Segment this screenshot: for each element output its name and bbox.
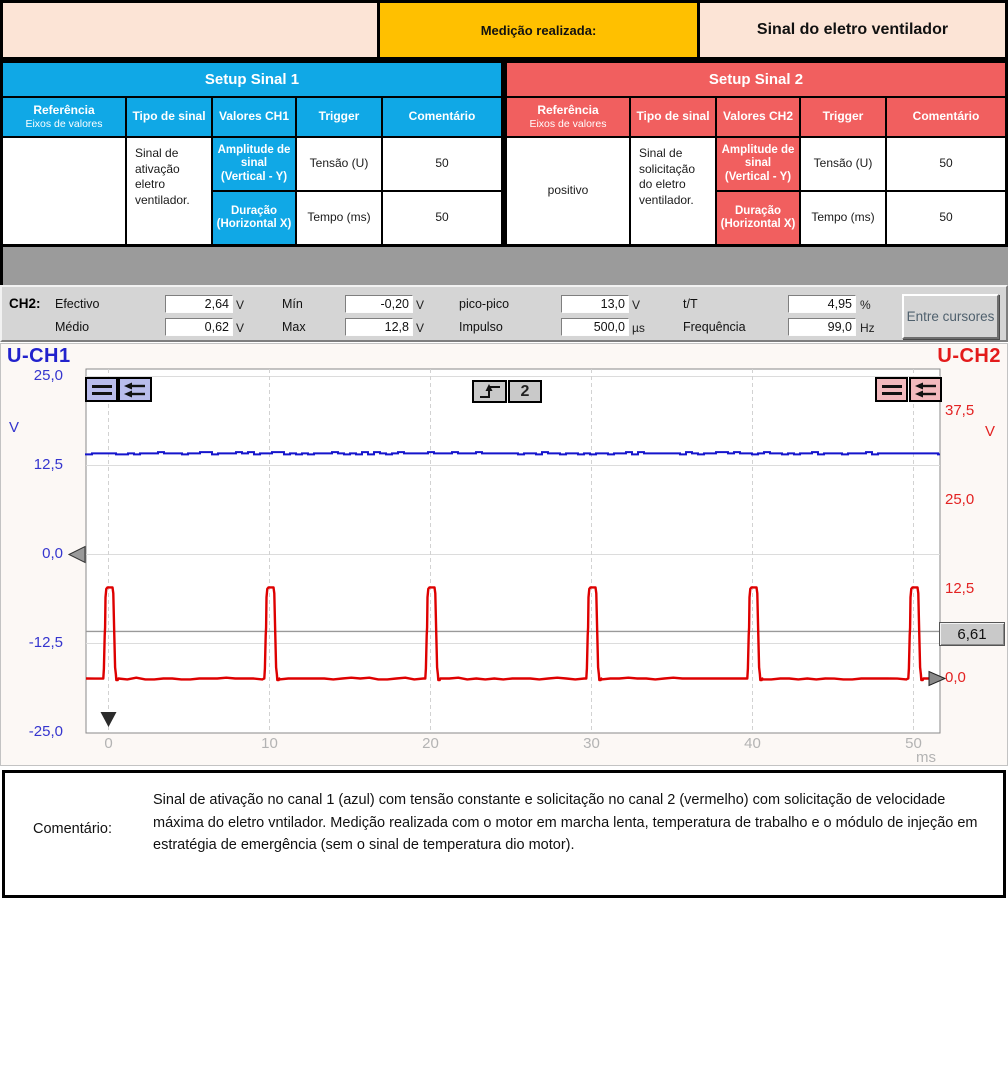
ch2-tick-label: 12,5 xyxy=(945,579,975,597)
col-referencia-main: Referência xyxy=(537,103,599,118)
col-referencia-main: Referência xyxy=(33,103,95,118)
col-valores-ch2: Valores CH2 xyxy=(717,98,799,136)
ch1-tick-label: -25,0 xyxy=(28,722,63,740)
ch1-tick-label: 25,0 xyxy=(33,366,63,384)
row-amplitude xyxy=(717,138,799,190)
tipo-tensao: Tensão (U) xyxy=(297,138,381,190)
separator-band xyxy=(0,247,1008,285)
tipo-tempo: Tempo (ms) xyxy=(297,192,381,244)
measure-value-field[interactable]: 13,0 xyxy=(561,295,629,313)
ch1-axis-unit: V xyxy=(9,419,20,436)
comment-ch2: Sinal de solicitação do eletro ventilador. xyxy=(631,138,715,244)
trigger-channel-button[interactable] xyxy=(508,380,542,403)
row-duracao-sub: (Horizontal X) xyxy=(216,218,292,230)
measure-value-field[interactable]: 2,64 xyxy=(165,295,233,313)
comment-box xyxy=(2,770,1006,898)
lines-icon xyxy=(91,383,113,397)
col-tipo-sinal: Tipo de sinal xyxy=(631,98,715,136)
row-amplitude-sub: (Vertical - Y) xyxy=(724,170,792,183)
measure-unit: V xyxy=(416,321,425,335)
setup2-title: Setup Sinal 2 xyxy=(507,63,1005,96)
col-comentario: Comentário xyxy=(383,98,501,136)
row-duracao-main: Duração xyxy=(734,204,782,217)
measure-value-field[interactable]: 500,0 xyxy=(561,318,629,336)
measurement-title-cell: Sinal do eletro ventilador xyxy=(700,3,1005,57)
ch1-tick-label: 12,5 xyxy=(33,455,63,473)
lines-icon xyxy=(881,383,903,397)
row-amplitude-main: Amplitude de sinal xyxy=(217,144,291,170)
x-tick-label: 50 xyxy=(905,735,922,752)
row-amplitude-sub: (Vertical - Y) xyxy=(220,170,288,183)
ch2-offset-button[interactable] xyxy=(875,377,908,402)
col-referencia xyxy=(3,98,125,136)
col-referencia-sub: Eixos de valores xyxy=(25,117,103,130)
measure-label: Efectivo xyxy=(55,297,100,311)
measure-value-field[interactable]: 12,8 xyxy=(345,318,413,336)
col-trigger: Trigger xyxy=(801,98,885,136)
col-referencia-sub: Eixos de valores xyxy=(529,117,607,130)
report-header xyxy=(0,0,1008,60)
measure-unit: V xyxy=(236,321,245,335)
setup-table-ch1 xyxy=(0,60,504,247)
scope-plot xyxy=(1,344,1008,767)
oscilloscope-panel xyxy=(0,343,1008,766)
header-empty-cell xyxy=(3,3,377,57)
left-arrows-icon xyxy=(914,382,938,398)
comment-text: Sinal de ativação no canal 1 (azul) com tensão constante e solicitação no canal 2 (vermelho) com solicitação de velocidade máxima do eletro vntilador. Medição realizada com o motor em marcha lenta, temperatura de trabalho e o módulo de injeção em estratégia de emergência (sem o sinal de temperatura dio motor). xyxy=(153,792,978,853)
valor-tensao: 50 xyxy=(383,138,501,190)
row-duracao xyxy=(213,192,295,244)
tipo-tensao: Tensão (U) xyxy=(801,138,885,190)
rising-edge-icon xyxy=(478,383,502,400)
ch1-tick-label: 0,0 xyxy=(42,544,63,562)
trigger-channel-number: 2 xyxy=(520,382,530,400)
trigger-edge-button[interactable] xyxy=(472,380,507,403)
measure-unit: % xyxy=(860,298,871,312)
comment-label: Comentário: xyxy=(33,821,112,837)
x-tick-label: 0 xyxy=(104,735,113,752)
measure-unit: V xyxy=(632,298,641,312)
valor-tempo: 50 xyxy=(887,192,1005,244)
x-axis-unit: ms xyxy=(916,749,936,766)
row-duracao-sub: (Horizontal X) xyxy=(720,218,796,230)
entre-cursores-button[interactable]: Entre cursores xyxy=(902,294,999,339)
x-tick-label: 40 xyxy=(744,735,761,752)
trigger-value-ch2: positivo xyxy=(507,138,629,244)
ch2-scroll-button[interactable] xyxy=(909,377,942,402)
measure-label: Mín xyxy=(282,297,303,311)
setup1-title: Setup Sinal 1 xyxy=(3,63,501,96)
measure-unit: V xyxy=(416,298,425,312)
measure-unit: Hz xyxy=(860,321,875,335)
left-arrows-icon xyxy=(123,382,147,398)
measure-label: Impulso xyxy=(459,320,503,334)
x-tick-label: 10 xyxy=(261,735,278,752)
row-amplitude-main: Amplitude de sinal xyxy=(721,144,795,170)
valor-tensao: 50 xyxy=(887,138,1005,190)
ch1-ground-marker[interactable] xyxy=(69,547,85,563)
col-referencia xyxy=(507,98,629,136)
ch2-axis-unit: V xyxy=(985,423,996,440)
row-amplitude xyxy=(213,138,295,190)
measure-label: pico-pico xyxy=(459,297,510,311)
col-trigger: Trigger xyxy=(297,98,381,136)
row-duracao xyxy=(717,192,799,244)
measure-label: Max xyxy=(282,320,306,334)
row-duracao-main: Duração xyxy=(230,204,278,217)
measure-unit: µs xyxy=(632,321,645,335)
measure-unit: V xyxy=(236,298,245,312)
ch1-label: U-CH1 xyxy=(7,345,71,367)
measure-value-field[interactable]: 4,95 xyxy=(788,295,856,313)
cursor-value-badge[interactable]: 6,61 xyxy=(939,622,1005,646)
ch2-label: U-CH2 xyxy=(937,345,1001,367)
measure-value-field[interactable]: 99,0 xyxy=(788,318,856,336)
trigger-value-ch1 xyxy=(3,138,125,244)
x-tick-label: 30 xyxy=(583,735,600,752)
ch1-tick-label: -12,5 xyxy=(28,633,63,651)
x-tick-label: 20 xyxy=(422,735,439,752)
ch1-scroll-button[interactable] xyxy=(118,377,152,402)
tipo-tempo: Tempo (ms) xyxy=(801,192,885,244)
setup-table-ch2 xyxy=(504,60,1008,247)
measurement-label-cell: Medição realizada: xyxy=(380,3,697,57)
ch2-tick-label: 37,5 xyxy=(945,401,975,419)
ch1-offset-button[interactable] xyxy=(85,377,118,402)
measure-label: t/T xyxy=(683,297,698,311)
measure-label: Médio xyxy=(55,320,90,334)
channel-label: CH2: xyxy=(9,296,41,311)
measure-label: Frequência xyxy=(683,320,746,334)
valor-tempo: 50 xyxy=(383,192,501,244)
col-comentario: Comentário xyxy=(887,98,1005,136)
ch2-tick-label: 0,0 xyxy=(945,668,966,686)
measurement-bar xyxy=(0,285,1008,342)
measure-value-field[interactable]: 0,62 xyxy=(165,318,233,336)
measure-value-field[interactable]: -0,20 xyxy=(345,295,413,313)
col-valores-ch1: Valores CH1 xyxy=(213,98,295,136)
col-tipo-sinal: Tipo de sinal xyxy=(127,98,211,136)
comment-ch1: Sinal de ativação eletro ventilador. xyxy=(127,138,211,244)
ch2-tick-label: 25,0 xyxy=(945,490,975,508)
